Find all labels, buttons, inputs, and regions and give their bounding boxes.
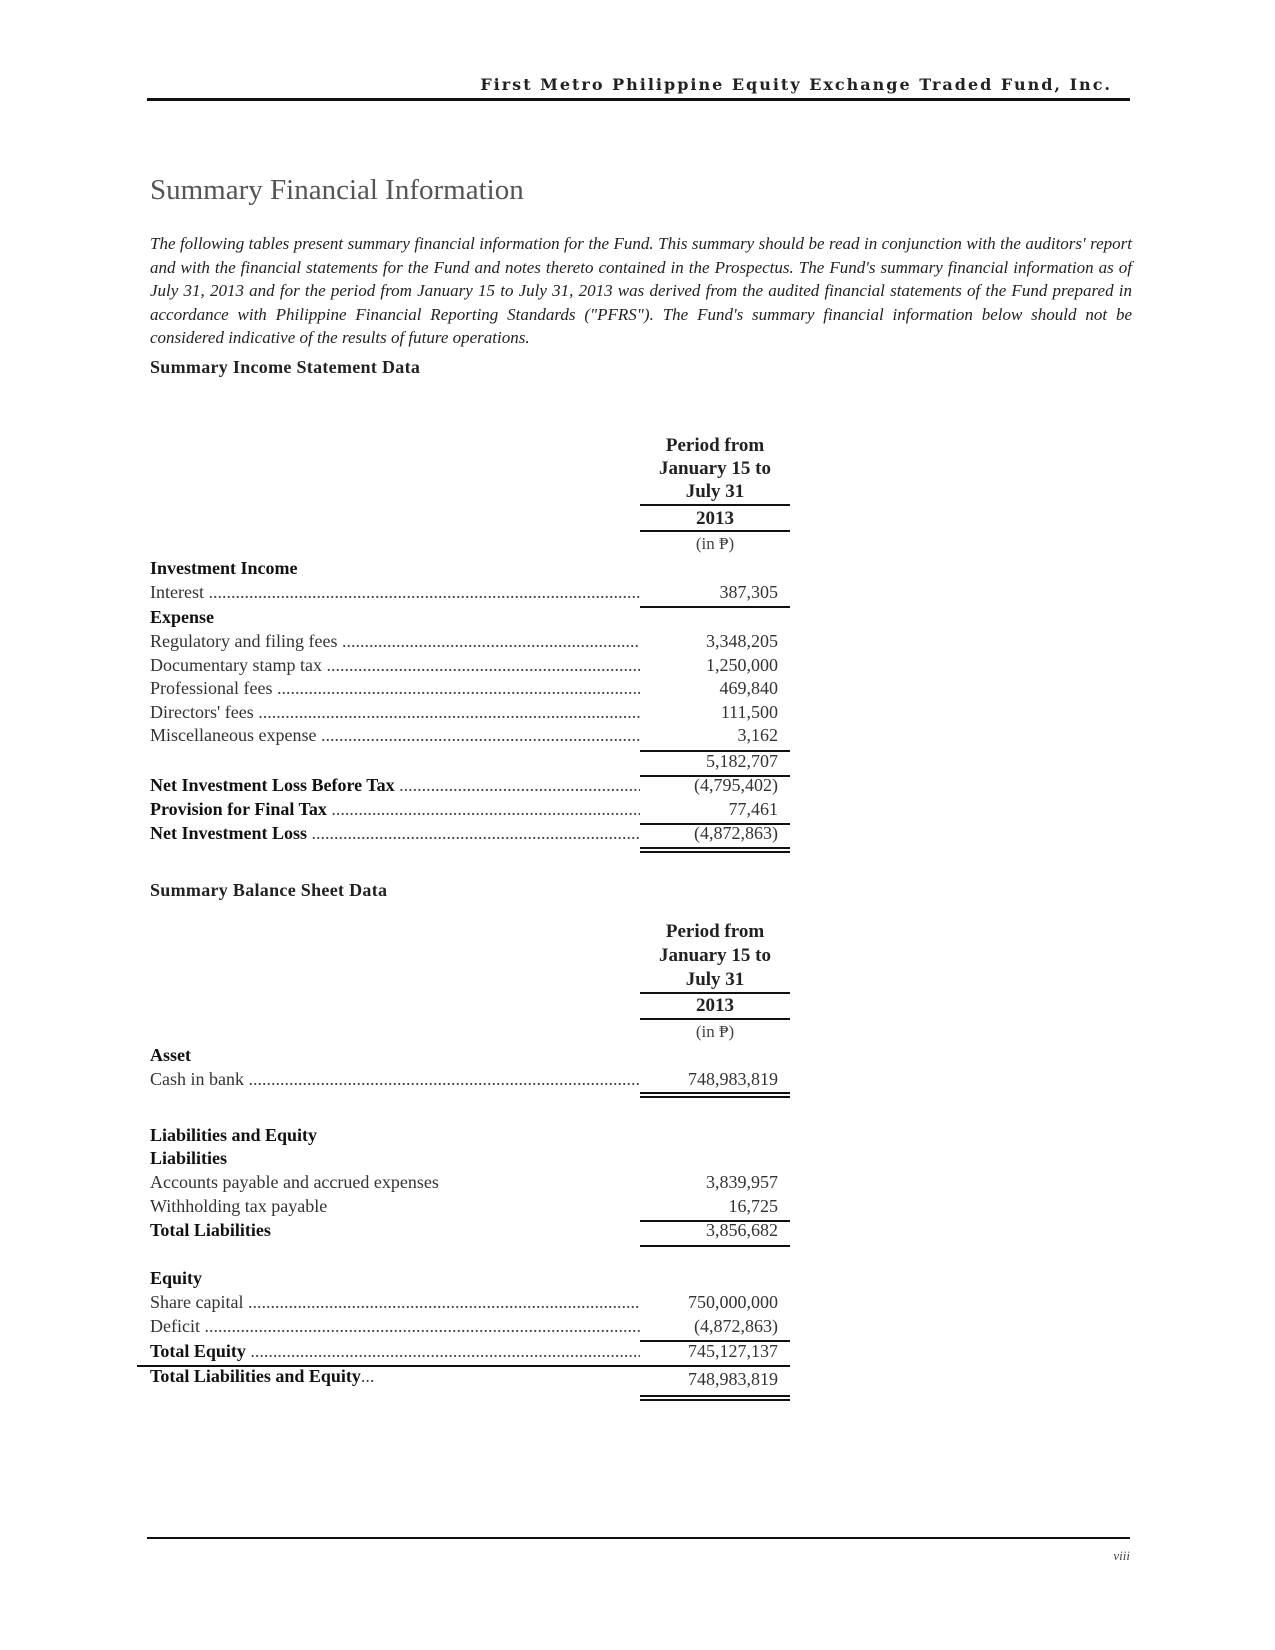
interest-rule bbox=[640, 606, 790, 608]
header-rule bbox=[147, 98, 1130, 101]
net-loss-double-rule-top bbox=[640, 847, 790, 849]
balance-column-header-line2: January 15 to bbox=[659, 945, 771, 966]
withholding-tax-label: Withholding tax payable bbox=[150, 1196, 328, 1216]
liabilities-label: Liabilities bbox=[150, 1148, 228, 1168]
total-liabilities-rule bbox=[640, 1245, 790, 1247]
balance-column-unit: (in ₱) bbox=[695, 1022, 735, 1041]
miscellaneous-expense-label: Miscellaneous expense ..... bbox=[150, 725, 640, 746]
balance-column-header-line1: Period from bbox=[665, 921, 765, 942]
balance-year-rule bbox=[640, 1018, 790, 1020]
directors-fees-value: 111,500 bbox=[720, 702, 778, 722]
total-liabilities-and-equity-label: Total Liabilities and Equity... bbox=[150, 1366, 375, 1386]
provision-final-tax-value: 77,461 bbox=[728, 799, 778, 819]
net-investment-loss-value: (4,872,863) bbox=[694, 823, 778, 843]
documentary-stamp-tax-value: 1,250,000 bbox=[706, 655, 778, 675]
share-capital-value: 750,000,000 bbox=[688, 1292, 778, 1312]
net-investment-loss-label: Net Investment Loss ..... bbox=[150, 823, 640, 844]
documentary-stamp-tax-label: Documentary stamp tax ..... bbox=[150, 655, 640, 676]
income-column-year: 2013 bbox=[696, 508, 734, 529]
income-year-rule bbox=[640, 530, 790, 532]
total-le-double-rule-bottom bbox=[640, 1399, 790, 1401]
total-equity-label: Total Equity ..... bbox=[150, 1341, 640, 1362]
accounts-payable-label: Accounts payable and accrued expenses bbox=[150, 1172, 439, 1192]
regulatory-fees-value: 3,348,205 bbox=[706, 631, 778, 651]
net-investment-loss-before-tax-value: (4,795,402) bbox=[694, 775, 778, 795]
liabilities-and-equity-label: Liabilities and Equity bbox=[150, 1125, 318, 1145]
document-header-title: First Metro Philippine Equity Exchange Traded Fund, Inc. bbox=[480, 75, 1112, 94]
cash-in-bank-value: 748,983,819 bbox=[688, 1069, 778, 1089]
page-number: viii bbox=[1113, 1548, 1130, 1563]
income-column-header-line1: Period from bbox=[665, 435, 765, 456]
total-liabilities-and-equity-value: 748,983,819 bbox=[688, 1369, 778, 1389]
cash-in-bank-label: Cash in bank ..... bbox=[150, 1069, 640, 1090]
net-investment-loss-before-tax-label: Net Investment Loss Before Tax ..... bbox=[150, 775, 640, 796]
income-column-unit: (in ₱) bbox=[695, 534, 735, 553]
net-loss-double-rule-bottom bbox=[640, 851, 790, 853]
total-le-double-rule-top bbox=[640, 1395, 790, 1397]
professional-fees-value: 469,840 bbox=[719, 678, 778, 698]
intro-paragraph: The following tables present summary financial information for the Fund. This summary should be read in conjunction with the auditors' report and with the financial statements for the Fund and notes thereto contained in the Prospectus. The Fund's summary financial information as of July 31, 2013 and for the period from January 15 to July 31, 2013 was derived from the audited financial statements of the Fund prepared in accordance with Philippine Financial Reporting Standards ("PFRS"). The Fund's summary financial information below should not be considered indicative of the results of future operations. bbox=[150, 234, 1132, 347]
income-statement-heading: Summary Income Statement Data bbox=[150, 357, 421, 377]
miscellaneous-expense-value: 3,162 bbox=[737, 725, 778, 745]
balance-column-header-line3: July 31 bbox=[685, 969, 745, 990]
expense-total-value: 5,182,707 bbox=[706, 751, 778, 771]
income-column-header-line2: January 15 to bbox=[659, 458, 771, 479]
total-liabilities-label: Total Liabilities bbox=[150, 1220, 271, 1240]
expense-label: Expense bbox=[150, 607, 215, 627]
balance-column-year: 2013 bbox=[696, 995, 734, 1016]
interest-row-label: Interest ..... bbox=[150, 582, 640, 603]
balance-sheet-heading: Summary Balance Sheet Data bbox=[150, 880, 388, 900]
withholding-tax-value: 16,725 bbox=[728, 1196, 778, 1216]
share-capital-label: Share capital ..... bbox=[150, 1292, 640, 1313]
interest-value: 387,305 bbox=[719, 582, 778, 602]
professional-fees-label: Professional fees ..... bbox=[150, 678, 640, 699]
total-equity-value: 745,127,137 bbox=[688, 1341, 778, 1361]
income-header-rule bbox=[640, 504, 790, 506]
accounts-payable-value: 3,839,957 bbox=[706, 1172, 778, 1192]
equity-label: Equity bbox=[150, 1268, 203, 1288]
cash-double-rule-top bbox=[640, 1092, 790, 1094]
page-title: Summary Financial Information bbox=[150, 174, 524, 206]
deficit-label: Deficit ..... bbox=[150, 1316, 640, 1337]
investment-income-label: Investment Income bbox=[150, 558, 298, 578]
cash-double-rule-bottom bbox=[640, 1096, 790, 1098]
directors-fees-label: Directors' fees ..... bbox=[150, 702, 640, 723]
deficit-value: (4,872,863) bbox=[694, 1316, 778, 1336]
total-liabilities-value: 3,856,682 bbox=[706, 1220, 778, 1240]
balance-header-rule bbox=[640, 992, 790, 994]
footer-rule bbox=[147, 1537, 1130, 1539]
asset-label: Asset bbox=[150, 1045, 191, 1065]
income-column-header-line3: July 31 bbox=[685, 481, 745, 502]
regulatory-fees-label: Regulatory and filing fees ..... bbox=[150, 631, 640, 652]
provision-final-tax-label: Provision for Final Tax ..... bbox=[150, 799, 640, 820]
